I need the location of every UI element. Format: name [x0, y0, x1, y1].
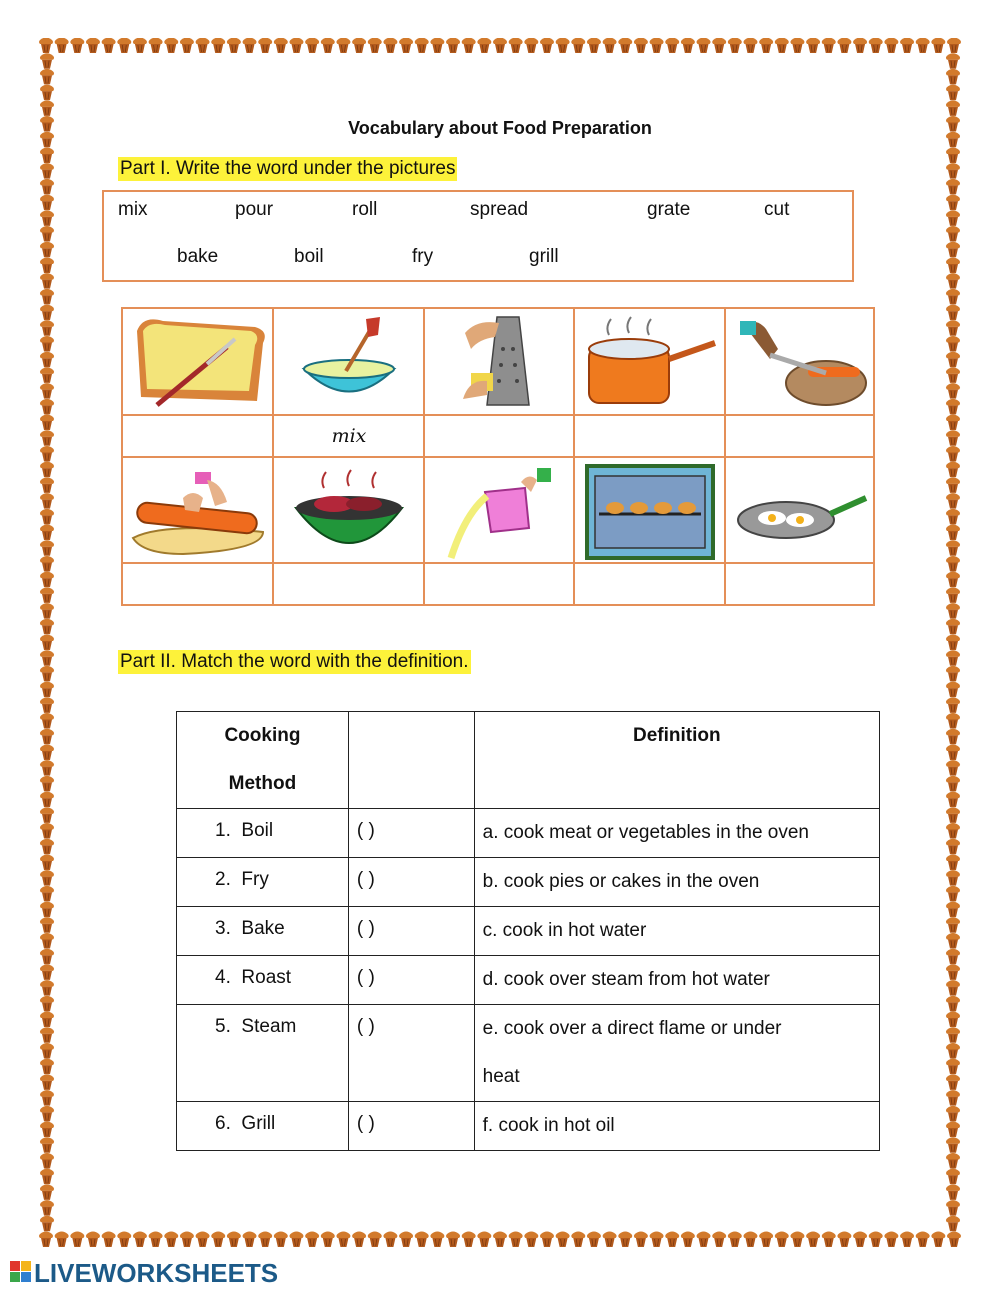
word-bank-item: roll [352, 199, 378, 220]
definition: b. cook pies or cakes in the oven [474, 858, 879, 907]
logo-icon [10, 1259, 32, 1285]
pour-picture [425, 458, 575, 564]
answer-paren[interactable]: ( ) [348, 907, 474, 956]
answer-slot[interactable] [425, 416, 575, 456]
definition: c. cook in hot water [474, 907, 879, 956]
grate-picture [425, 309, 575, 415]
table-row: 2. Fry ( ) b. cook pies or cakes in the oven [177, 858, 880, 907]
table-row: 5. Steam ( ) e. cook over a direct flame or under heat [177, 1005, 880, 1102]
answer-paren[interactable]: ( ) [348, 858, 474, 907]
grill-picture [274, 458, 424, 564]
cut-picture [726, 309, 876, 415]
method-word: Roast [241, 967, 292, 988]
table-header-row [177, 712, 880, 809]
method-word: Bake [241, 918, 285, 939]
method-word: Grill [241, 1113, 276, 1134]
method-word: Boil [241, 820, 274, 841]
boil-picture [575, 309, 725, 415]
word-bank-item: fry [412, 246, 434, 267]
spread-picture [123, 309, 273, 415]
table-row: 6. Grill ( ) f. cook in hot oil [177, 1102, 880, 1151]
definition: f. cook in hot oil [474, 1102, 879, 1151]
word-bank-item: pour [235, 199, 274, 220]
word-bank-item: grill [529, 246, 559, 267]
word-bank-item: spread [470, 199, 529, 220]
word-bank-item: mix [118, 199, 148, 220]
fry-picture [726, 458, 876, 564]
word-bank-item: boil [294, 246, 324, 267]
table-row: 3. Bake ( ) c. cook in hot water [177, 907, 880, 956]
word-bank [102, 190, 854, 282]
roll-picture [123, 458, 273, 564]
answer-slot[interactable]: mix [331, 425, 367, 447]
liveworksheets-logo[interactable] [10, 1258, 279, 1288]
matching-table [176, 711, 880, 1151]
brand-name: LIVEWORKSHEETS [34, 1258, 279, 1288]
word-bank-item: cut [764, 199, 790, 220]
answer-paren[interactable]: ( ) [348, 809, 474, 858]
answer-slot[interactable] [274, 565, 424, 605]
answer-slot[interactable] [575, 565, 725, 605]
column-header-method: Cooking Method [177, 712, 349, 809]
answer-slot[interactable] [123, 565, 273, 605]
method-word: Steam [241, 1016, 297, 1037]
mix-picture [274, 309, 424, 415]
answer-slot[interactable] [575, 416, 725, 456]
word-bank-item: bake [177, 246, 219, 267]
method-word: Fry [241, 869, 269, 890]
bake-picture [575, 458, 725, 564]
definition: e. cook over a direct flame or under heat [474, 1005, 879, 1102]
word-bank-item: grate [647, 199, 691, 220]
definition: a. cook meat or vegetables in the oven [474, 809, 879, 858]
column-header-definition: Definition [474, 712, 879, 809]
answer-slot[interactable] [123, 416, 273, 456]
answer-slot[interactable] [726, 416, 876, 456]
table-row: 4. Roast ( ) d. cook over steam from hot water [177, 956, 880, 1005]
definition: d. cook over steam from hot water [474, 956, 879, 1005]
part2-heading: Part II. Match the word with the definition. [120, 651, 469, 672]
part1-heading: Part I. Write the word under the pictures [120, 158, 456, 179]
answer-slot[interactable] [726, 565, 876, 605]
answer-paren[interactable]: ( ) [348, 956, 474, 1005]
column-header-blank [348, 712, 474, 809]
answer-paren[interactable]: ( ) [348, 1102, 474, 1151]
picture-grid [121, 307, 875, 606]
page-title: Vocabulary about Food Preparation [348, 118, 652, 138]
answer-slot[interactable] [425, 565, 575, 605]
table-row: 1. Boil ( ) a. cook meat or vegetables in the oven [177, 809, 880, 858]
answer-paren[interactable]: ( ) [348, 1005, 474, 1102]
